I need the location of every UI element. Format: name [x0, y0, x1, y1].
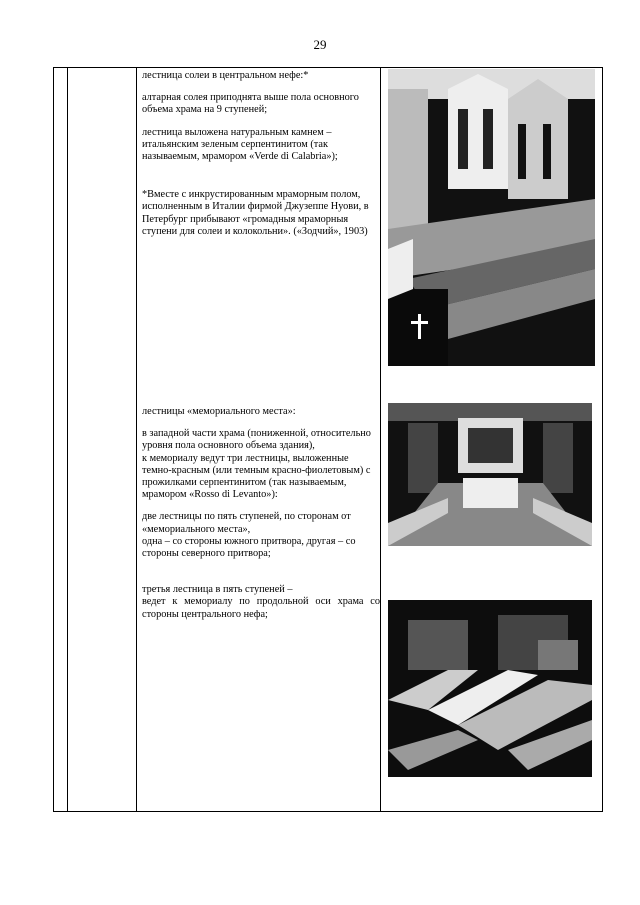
memorial-stairs-description	[142, 406, 380, 621]
table-column-divider	[380, 68, 381, 811]
text-line: лестница солеи в центральном нефе:*	[142, 70, 309, 81]
text-line: к мемориалу ведут три лестницы, выложенные темно-красным (или темным красно-фиолетовым) с прожилками серпентинитом (так называемым, мрамором «Rosso di Levanto»):	[142, 452, 371, 501]
footnote-text: *Вместе с инкрустированным мраморным полом, исполненным в Италии фирмой Джузеппе Нуови, в Петербург прибывают «громадныя мраморныя ступени для солеи и колокольни». («Зодчий», 1903)	[142, 189, 369, 237]
solea-stairs-description	[142, 70, 380, 238]
text-line: лестница выложена натуральным камнем – итальянским зеленым серпентинитом (так называемым, мрамором «Verde di Calabria»);	[142, 126, 338, 163]
text-line: две лестницы по пять ступеней, по сторонам от «мемориального места»,	[142, 511, 351, 535]
church-interior-photo-solea-stairs	[388, 69, 595, 366]
content-table	[53, 67, 603, 812]
table-column-divider	[67, 68, 68, 811]
church-interior-photo-memorial-stairs	[388, 600, 592, 777]
text-line: алтарная солея приподнята выше пола основного объема храма на 9 ступеней;	[142, 92, 359, 116]
page-number: 29	[313, 37, 327, 52]
table-column-divider	[136, 68, 137, 811]
church-interior-photo-memorial-place	[388, 403, 592, 546]
text-line: ведет к мемориалу по продольной оси храма со стороны центрального нефа;	[142, 596, 380, 620]
text-line: одна – со стороны южного притвора, другая – со стороны северного притвора;	[142, 535, 356, 560]
text-line: в западной части храма (пониженной, относительно уровня пола основного объема здания),	[142, 428, 371, 452]
text-line: лестницы «мемориального места»:	[142, 406, 296, 417]
text-line: третья лестница в пять ступеней –	[142, 584, 293, 596]
